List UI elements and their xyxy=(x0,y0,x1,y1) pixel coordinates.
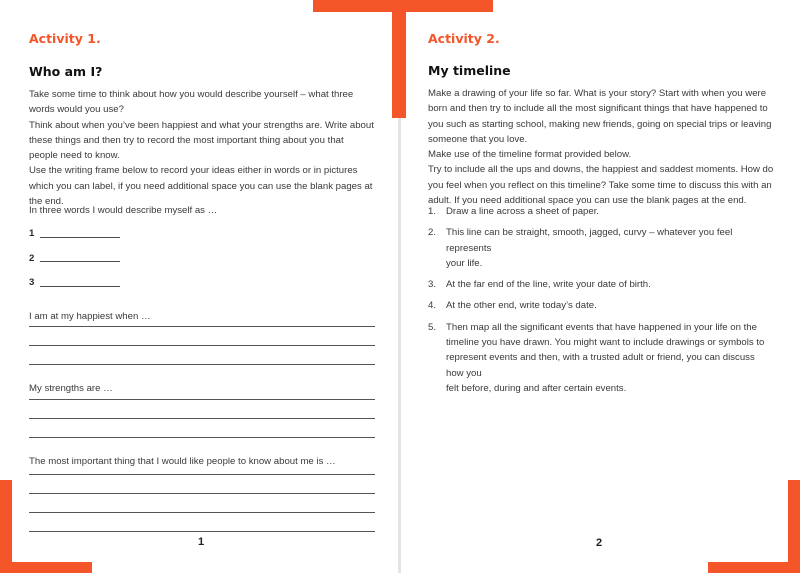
page-number-1: 1 xyxy=(198,536,205,548)
strengths-write-line[interactable] xyxy=(29,437,375,438)
list-item: 5. Then map all the significant events that have happened in your life on the timeline you have drawn. You might want to include drawings or symbols to represent events and then, with a trusted adult or friend, you can discuss how you felt before, during and after certain events. xyxy=(428,321,765,394)
bottom-right-corner-horizontal xyxy=(708,562,800,573)
word-2-line[interactable] xyxy=(40,261,120,262)
bottom-left-corner-horizontal xyxy=(0,562,92,573)
bottom-left-corner-vertical xyxy=(0,480,12,573)
bottom-right-corner-vertical xyxy=(788,480,800,573)
list-item: 4. At the other end, write today’s date. xyxy=(428,300,597,312)
top-bracket-stem xyxy=(392,0,406,118)
happiest-write-line[interactable] xyxy=(29,364,375,365)
word-1-line[interactable] xyxy=(40,237,120,238)
activity-1-label: Activity 1. xyxy=(29,31,101,46)
list-item: 3. At the far end of the line, write your date of birth. xyxy=(428,279,651,291)
happiest-write-line[interactable] xyxy=(29,345,375,346)
strengths-write-line[interactable] xyxy=(29,399,375,400)
word-3-line[interactable] xyxy=(40,286,120,287)
happiest-prompt: I am at my happiest when … xyxy=(29,311,151,322)
list-item: 2. This line can be straight, smooth, jagged, curvy – whatever you feel represents your life. xyxy=(428,227,733,269)
word-number-2: 2 xyxy=(29,253,35,264)
right-intro-paragraph: Make a drawing of your life so far. What is your story? Start with when you were born and then try to include all the most significant things that have happened to you such as starting school, making new friends, going on special trips or leaving someone that you love. Make use of the timeline format provided below. Try to include all the ups and downs, the happiest and saddest moments. How do you feel when you reflect on this timeline? Take some time to discuss this with an adult. If you need additional space you can use the blank pages at the end. xyxy=(428,88,774,207)
word-number-3: 3 xyxy=(29,277,35,288)
important-write-line[interactable] xyxy=(29,531,375,532)
strengths-prompt: My strengths are … xyxy=(29,383,113,394)
three-words-prompt: In three words I would describe myself as … xyxy=(29,205,218,216)
important-write-line[interactable] xyxy=(29,493,375,494)
who-am-i-heading: Who am I? xyxy=(29,64,103,79)
important-write-line[interactable] xyxy=(29,474,375,475)
page-number-2: 2 xyxy=(596,537,603,549)
word-number-1: 1 xyxy=(29,228,35,239)
left-intro-paragraph: Take some time to think about how you would describe yourself – what three words would you use? Think about when you’ve been happiest and what your strengths are. Write about these things and then try to record the most important thing about you that people need to know. Use the writing frame below to record your ideas either in words or in pictures which you can label, if you need additional space you can use the blank pages at the end. xyxy=(29,89,374,208)
list-item: 1. Draw a line across a sheet of paper. xyxy=(428,206,600,217)
timeline-steps-list xyxy=(428,204,773,396)
my-timeline-heading: My timeline xyxy=(428,63,511,78)
happiest-write-line[interactable] xyxy=(29,326,375,327)
strengths-write-line[interactable] xyxy=(29,418,375,419)
important-thing-prompt: The most important thing that I would like people to know about me is … xyxy=(29,456,336,467)
important-write-line[interactable] xyxy=(29,512,375,513)
activity-2-label: Activity 2. xyxy=(428,31,500,46)
